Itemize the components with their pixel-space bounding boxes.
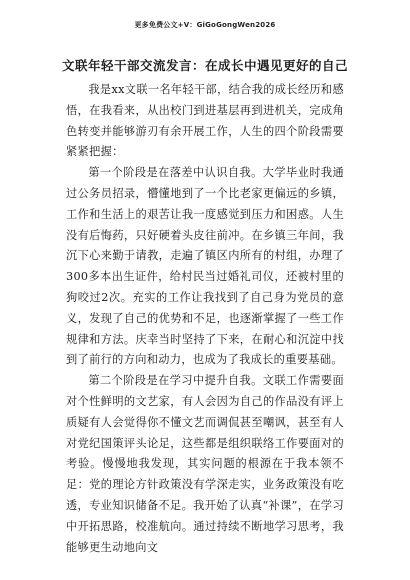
paragraph-stage-two: 第二个阶段是在学习中提升自我。文联工作需要面对个性鲜明的文艺家，有人会因为自己的作品没有评上质疑有人会觉得你不懂文艺而调侃甚至嘲讽，甚至有人对党纪国策评头论足，这些都是组织联络工作要面对的考验。慢慢地我发现，其实问题的根源在于我本领不足：党的理论方针政策没有学深走实，业务政策没有吃透，专业知识储备不足。我开始了认真“补课”，在学习中开拓思路，校准航向。通过持续不断地学习思考，我能够更生动地向文 <box>66 374 344 554</box>
page-header-promo: 更多免费公文+V：GiGoGongWen2026 <box>134 21 276 29</box>
paragraph-intro: 我是xx文联一名年轻干部，结合我的成长经历和感悟，在我看来，从出校门到进基层再到进机关，完成角色转变并能够游刃有余开展工作，人生的四个阶段需要紧紧把握： <box>66 83 344 159</box>
document-title: 文联年轻干部交流发言：在成长中遇见更好的自己 <box>61 58 348 73</box>
document-body <box>66 80 344 558</box>
paragraph-stage-one: 第一个阶段是在落差中认识自我。大学毕业时我通过公务员招录，懵懂地到了一个比老家更偏远的乡镇，工作和生活上的艰苦让我一度感觉到压力和困惑。人生没有后悔药，只好硬着头皮往前冲。在乡镇三年间，我沉下心来勤于请教，走遍了镇区内所有的村组，办理了300多本出生证件，给村民当过婚礼司仪，还被村里的狗咬过2次。充实的工作让我找到了自己身为党员的意义，发现了自己的优势和不足，也逐渐掌握了一些工作规律和方法。庆幸当时坚持了下来，在耐心和沉淀中找到了前行的方向和动力，也成为了我成长的重要基础。 <box>66 166 344 367</box>
